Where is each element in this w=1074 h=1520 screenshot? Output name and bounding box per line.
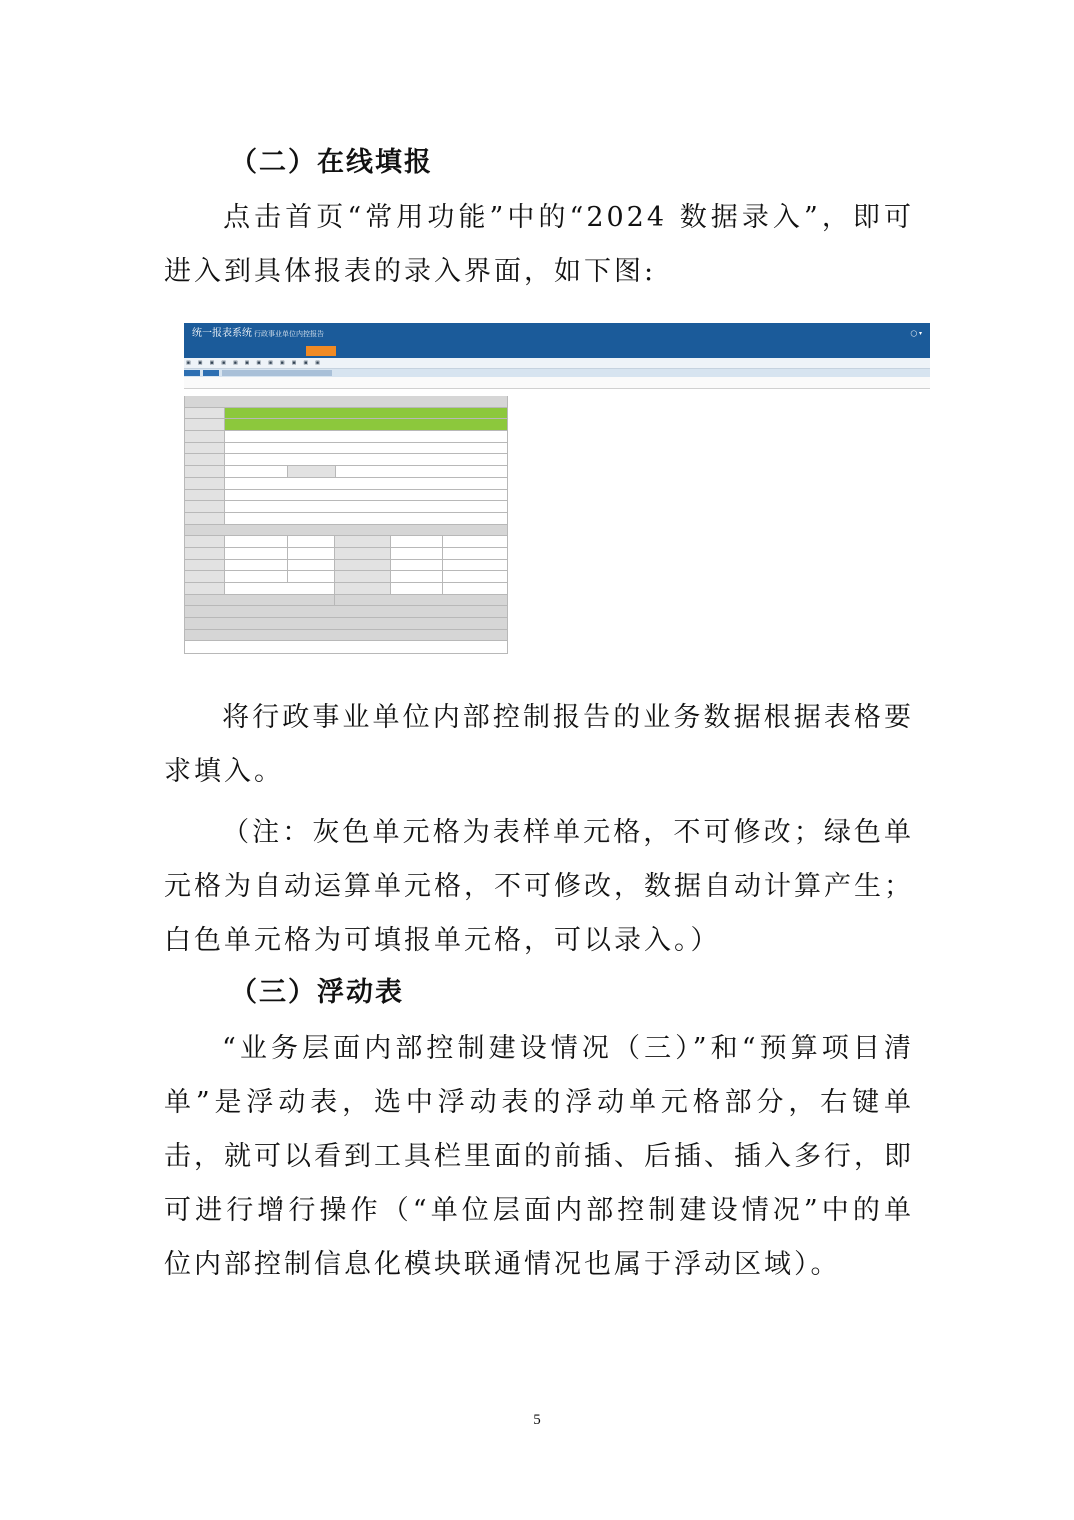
- section-heading-online-fill: （二）在线填报: [230, 147, 433, 178]
- form-label: [184, 466, 225, 477]
- app-nav-bar: [184, 344, 930, 358]
- form-row: [184, 583, 508, 595]
- form-label: [184, 408, 225, 419]
- tool-icon: ▣: [244, 360, 250, 366]
- nav-tab: [339, 346, 369, 356]
- form-row: [184, 466, 508, 478]
- form-label: [184, 431, 225, 442]
- app-title: 统一报表系统: [192, 328, 252, 339]
- form-row: [184, 560, 508, 572]
- paragraph-fill-data: [164, 691, 914, 799]
- form-label: [287, 466, 336, 477]
- form-section-row: [184, 606, 508, 618]
- paragraph-enter-data: [164, 191, 914, 299]
- form-label: [184, 548, 225, 559]
- report-form-grid: [184, 396, 508, 654]
- form-label: [334, 560, 391, 571]
- cell-divider: [442, 571, 443, 582]
- form-section-row: [184, 630, 508, 642]
- paragraph-floating-table: [164, 1022, 914, 1292]
- cell-divider: [287, 548, 288, 559]
- form-row: [184, 548, 508, 560]
- auto-calc-cell: [225, 408, 508, 419]
- form-section-row: [184, 618, 508, 630]
- cell-divider: [287, 536, 288, 547]
- cell-divider: [442, 560, 443, 571]
- nav-tab: [405, 346, 435, 356]
- form-row: [184, 443, 508, 455]
- form-row: [184, 571, 508, 583]
- form-label: [334, 536, 391, 547]
- tool-icon: ▣: [197, 360, 203, 366]
- cell-divider: [287, 571, 288, 582]
- form-label: [184, 513, 225, 524]
- cell-divider: [442, 536, 443, 547]
- form-label: [334, 583, 391, 594]
- form-row: [184, 595, 508, 607]
- auto-calc-cell: [225, 419, 508, 430]
- cell-divider: [442, 548, 443, 559]
- tool-icon: ▣: [303, 360, 309, 366]
- paragraph-cell-note: [164, 806, 914, 968]
- form-label: [184, 571, 225, 582]
- page-number: 5: [533, 1412, 541, 1428]
- paragraph-cell-note-text: （注：灰色单元格为表样单元格，不可修改；绿色单元格为自动运算单元格，不可修改，数据自动计算产生；白色单元格为可填报单元格，可以录入。）: [164, 817, 914, 956]
- form-row: [184, 536, 508, 548]
- blank-sheet-area: [508, 396, 930, 656]
- form-label: [334, 571, 391, 582]
- nav-tab: [372, 346, 402, 356]
- cell-divider: [442, 583, 443, 594]
- tool-icon: ▣: [186, 360, 191, 366]
- form-label: [184, 560, 225, 571]
- tool-icon: ▣: [291, 360, 297, 366]
- tool-icon: ▣: [268, 360, 273, 366]
- form-label: [184, 501, 225, 512]
- form-label: [184, 583, 225, 594]
- app-title-bar: [184, 323, 930, 344]
- tool-icon: ▣: [221, 360, 226, 366]
- form-row: [184, 431, 508, 443]
- app-subtitle: 行政事业单位内控报告: [254, 330, 324, 338]
- form-label: [184, 454, 225, 465]
- tool-icon: ▣: [315, 360, 320, 366]
- form-row-green: [184, 408, 508, 420]
- nav-tab: [438, 346, 468, 356]
- form-row: [184, 454, 508, 466]
- form-row: [184, 501, 508, 513]
- form-label: [184, 419, 225, 430]
- tool-icon: ▣: [279, 360, 285, 366]
- form-label: [184, 478, 225, 489]
- nav-tab: [274, 346, 304, 356]
- form-row: [184, 490, 508, 502]
- paragraph-fill-data-text: 将行政事业单位内部控制报告的业务数据根据表格要求填入。: [164, 702, 914, 787]
- form-row: [184, 513, 508, 525]
- nav-tab-active: [306, 346, 336, 356]
- breadcrumb-item: [203, 370, 219, 376]
- sheet-tabs: [184, 377, 930, 389]
- form-section-row: [184, 525, 508, 537]
- toolbar: [184, 358, 930, 369]
- section-heading-floating-table: （三）浮动表: [230, 977, 404, 1008]
- breadcrumb: [184, 369, 930, 377]
- breadcrumb-item: [184, 370, 200, 376]
- system-screenshot-figure: [184, 323, 930, 656]
- form-label: [184, 490, 225, 501]
- form-label: [184, 536, 225, 547]
- tool-icon: ▣: [256, 360, 262, 366]
- form-row: [184, 478, 508, 490]
- cell-divider: [334, 595, 335, 606]
- nav-tab: [471, 346, 501, 356]
- cell-divider: [287, 560, 288, 571]
- form-label: [184, 443, 225, 454]
- tool-icon: ▣: [209, 360, 215, 366]
- user-icon: ◯ ▾: [910, 330, 922, 337]
- form-row-title: [184, 396, 508, 408]
- form-row-green: [184, 419, 508, 431]
- tool-icon: ▣: [232, 360, 238, 366]
- paragraph-enter-data-text: 点击首页“常用功能”中的“2024 数据录入”，即可进入到具体报表的录入界面，如下图:: [164, 202, 914, 287]
- form-label: [334, 548, 391, 559]
- paragraph-floating-table-text: “业务层面内部控制建设情况（三）”和“预算项目清单”是浮动表，选中浮动表的浮动单元格部分，右键单击，就可以看到工具栏里面的前插、后插、插入多行，即可进行增行操作（“单位层面内部控制建设情况”中的单位内部控制信息化模块联通情况也属于浮动区域）。: [164, 1033, 914, 1280]
- breadcrumb-item: [222, 370, 332, 376]
